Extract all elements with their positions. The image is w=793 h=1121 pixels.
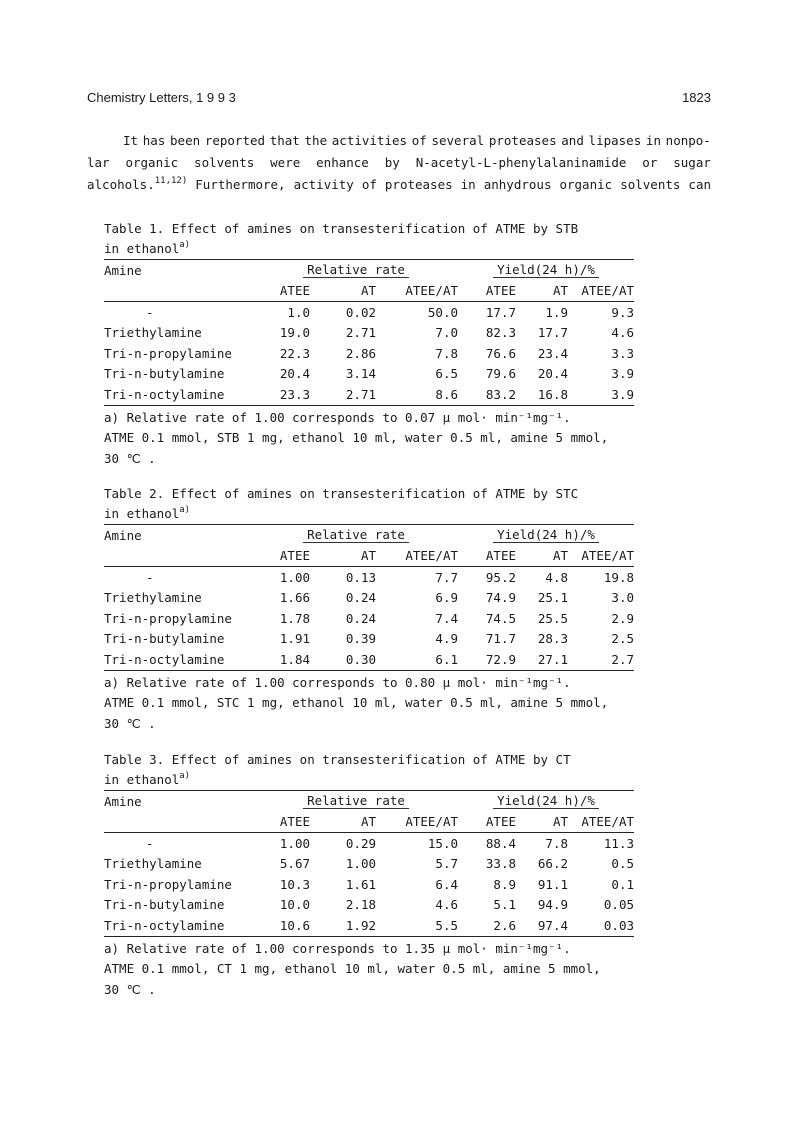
value-cell: 50.0 xyxy=(427,304,458,320)
value-cell: 7.8 xyxy=(545,835,568,851)
value-cell: 1.9 xyxy=(545,304,568,320)
table-subheader-row xyxy=(104,546,634,567)
group-header-label: Yield(24 h)/% xyxy=(493,793,599,809)
column-header: AT xyxy=(310,546,376,567)
amine-cell: Tri-n-octylamine xyxy=(104,915,254,936)
amine-cell: Tri-n-butylamine xyxy=(104,631,225,647)
value-cell: 4.6 xyxy=(435,897,458,913)
value-cell: 10.0 xyxy=(279,897,310,913)
amine-column-header: Amine xyxy=(104,525,254,546)
value-cell: 0.1 xyxy=(611,876,634,892)
word: several xyxy=(431,133,485,148)
value-cell: 2.71 xyxy=(345,325,376,341)
journal-name: Chemistry Letters, 1 9 9 3 xyxy=(87,90,236,105)
caption-text: in ethanol xyxy=(104,506,180,521)
value-cell: 2.86 xyxy=(345,345,376,361)
table-row xyxy=(104,323,634,344)
value-cell: 20.4 xyxy=(537,366,568,382)
word: organic xyxy=(559,177,613,192)
value-cell: 76.6 xyxy=(485,345,516,361)
value-cell: 8.6 xyxy=(376,384,458,405)
citation-word xyxy=(87,174,187,196)
word: has xyxy=(142,133,166,148)
value-cell: 0.5 xyxy=(611,856,634,872)
word: and xyxy=(561,133,584,148)
table-row xyxy=(104,384,634,405)
word: that xyxy=(269,133,300,148)
column-header: ATEE/AT xyxy=(568,281,634,302)
value-cell: 22.3 xyxy=(279,345,310,361)
column-header: ATEE xyxy=(254,546,310,567)
column-header: AT xyxy=(516,281,568,302)
table-row xyxy=(104,915,634,936)
yield-group xyxy=(458,791,634,812)
table-3-footnote: a) Relative rate of 1.00 corresponds to 1.35 μ mol· min⁻¹mg⁻¹. xyxy=(104,940,571,956)
value-cell: 83.2 xyxy=(458,384,516,405)
value-cell: 0.05 xyxy=(603,897,634,913)
paragraph-line xyxy=(87,152,711,174)
table-3-caption: Table 3. Effect of amines on transesterification of ATME by CT xyxy=(104,752,571,767)
table-1-caption: Table 1. Effect of amines on transesterification of ATME by STB xyxy=(104,221,579,236)
value-cell: 10.3 xyxy=(279,876,310,892)
value-cell: 16.8 xyxy=(516,384,568,405)
value-cell: 6.1 xyxy=(376,649,458,670)
page-number: 1823 xyxy=(682,90,711,105)
table-row xyxy=(104,874,634,895)
value-cell: 97.4 xyxy=(516,915,568,936)
relative-rate-group xyxy=(254,525,458,546)
value-cell: 3.0 xyxy=(611,590,634,606)
relative-rate-group xyxy=(254,260,458,281)
value-cell: 0.39 xyxy=(345,631,376,647)
group-header-label: Relative rate xyxy=(303,262,409,278)
value-cell: 1.84 xyxy=(254,649,310,670)
footnote-marker: a) xyxy=(179,240,191,250)
column-header: ATEE xyxy=(458,812,516,833)
value-cell: 74.5 xyxy=(485,610,516,626)
value-cell: 7.8 xyxy=(435,345,458,361)
value-cell: 19.0 xyxy=(279,325,310,341)
amine-cell: Tri-n-propylamine xyxy=(104,876,232,892)
table-row xyxy=(104,302,634,323)
table-2 xyxy=(104,524,634,671)
value-cell: 1.78 xyxy=(279,610,310,626)
column-header: ATEE xyxy=(458,281,516,302)
table-row xyxy=(104,854,634,875)
word: It xyxy=(123,133,139,148)
word: lipases xyxy=(588,133,642,148)
word: the xyxy=(304,133,328,148)
table-row xyxy=(104,895,634,916)
value-cell: 7.0 xyxy=(435,325,458,341)
word: proteases xyxy=(488,133,557,148)
value-cell: 3.3 xyxy=(611,345,634,361)
value-cell: 82.3 xyxy=(485,325,516,341)
value-cell: 17.7 xyxy=(537,325,568,341)
word: can xyxy=(688,177,711,192)
value-cell: 6.4 xyxy=(435,876,458,892)
blank-cell xyxy=(104,546,254,567)
table-1-caption-line2 xyxy=(104,239,634,259)
amine-cell: - xyxy=(146,304,154,320)
amine-cell: Tri-n-propylamine xyxy=(104,345,232,361)
value-cell: 1.00 xyxy=(279,569,310,585)
table-subheader-row xyxy=(104,812,634,833)
value-cell: 33.8 xyxy=(485,856,516,872)
word: were xyxy=(270,155,301,170)
word: or xyxy=(642,155,658,170)
intro-paragraph xyxy=(87,130,711,196)
column-header: ATEE xyxy=(254,812,310,833)
value-cell: 2.7 xyxy=(568,649,634,670)
group-header-label: Yield(24 h)/% xyxy=(493,262,599,278)
table-3 xyxy=(104,790,634,937)
word: solvents xyxy=(620,177,681,192)
word: activity xyxy=(293,177,354,192)
word: enhance xyxy=(316,155,369,170)
word: reported xyxy=(204,133,266,148)
value-cell: 2.5 xyxy=(611,631,634,647)
value-cell: 23.4 xyxy=(537,345,568,361)
column-header: AT xyxy=(516,812,568,833)
value-cell: 74.9 xyxy=(485,590,516,606)
value-cell: 0.29 xyxy=(345,835,376,851)
value-cell: 11.3 xyxy=(603,835,634,851)
table-row xyxy=(104,364,634,385)
value-cell: 66.2 xyxy=(537,856,568,872)
word: been xyxy=(170,133,201,148)
group-header-label: Relative rate xyxy=(303,793,409,809)
table-3-conditions: ATME 0.1 mmol, CT 1 mg, ethanol 10 ml, water 0.5 ml, amine 5 mmol, xyxy=(104,961,601,976)
value-cell: 20.4 xyxy=(279,366,310,382)
value-cell: 5.67 xyxy=(279,856,310,872)
value-cell: 0.02 xyxy=(345,304,376,320)
paragraph-line xyxy=(87,174,711,196)
word: N-acetyl-L-phenylalaninamide xyxy=(415,155,627,170)
value-cell: 2.9 xyxy=(611,610,634,626)
value-cell: 5.7 xyxy=(435,856,458,872)
word: of xyxy=(361,177,377,192)
word: by xyxy=(384,155,400,170)
word: of xyxy=(411,133,427,148)
column-header: ATEE/AT xyxy=(376,546,458,567)
table-3-block xyxy=(104,750,634,1000)
value-cell: 23.3 xyxy=(254,384,310,405)
word: alcohols. xyxy=(87,177,155,192)
value-cell: 5.5 xyxy=(376,915,458,936)
value-cell: 27.1 xyxy=(516,649,568,670)
amine-cell: Tri-n-butylamine xyxy=(104,897,225,913)
value-cell: 10.6 xyxy=(254,915,310,936)
table-row xyxy=(104,588,634,609)
value-cell: 8.9 xyxy=(493,876,516,892)
value-cell: 1.0 xyxy=(287,304,310,320)
value-cell: 4.8 xyxy=(545,569,568,585)
value-cell: 4.6 xyxy=(611,325,634,341)
paragraph-line xyxy=(87,130,711,152)
value-cell: 79.6 xyxy=(485,366,516,382)
value-cell: 9.3 xyxy=(611,304,634,320)
word: organic xyxy=(125,155,179,170)
word: sugar xyxy=(673,155,711,170)
value-cell: 71.7 xyxy=(485,631,516,647)
value-cell: 3.9 xyxy=(568,384,634,405)
value-cell: 94.9 xyxy=(537,897,568,913)
value-cell: 0.30 xyxy=(310,649,376,670)
value-cell: 1.61 xyxy=(345,876,376,892)
value-cell: 3.9 xyxy=(611,366,634,382)
value-cell: 4.9 xyxy=(435,631,458,647)
value-cell: 0.13 xyxy=(345,569,376,585)
value-cell: 0.03 xyxy=(568,915,634,936)
table-1-footnote: a) Relative rate of 1.00 corresponds to 0.07 μ mol· min⁻¹mg⁻¹. xyxy=(104,409,571,425)
reference-superscript: 11,12) xyxy=(154,176,188,186)
word: lar xyxy=(87,155,110,170)
value-cell: 2.6 xyxy=(458,915,516,936)
value-cell: 15.0 xyxy=(427,835,458,851)
value-cell: 1.00 xyxy=(345,856,376,872)
table-2-caption: Table 2. Effect of amines on transesterification of ATME by STC xyxy=(104,486,579,501)
column-header: ATEE/AT xyxy=(376,281,458,302)
value-cell: 1.66 xyxy=(279,590,310,606)
yield-group xyxy=(458,525,634,546)
column-header: ATEE/AT xyxy=(376,812,458,833)
word: proteases xyxy=(384,177,453,192)
value-cell: 3.14 xyxy=(345,366,376,382)
value-cell: 7.7 xyxy=(435,569,458,585)
group-header-label: Relative rate xyxy=(303,527,409,543)
amine-cell: Triethylamine xyxy=(104,856,202,872)
running-head xyxy=(87,90,711,108)
table-2-block xyxy=(104,484,634,734)
amine-cell: Triethylamine xyxy=(104,590,202,606)
blank-cell xyxy=(104,281,254,302)
amine-cell: - xyxy=(146,835,154,851)
amine-cell: - xyxy=(146,569,154,585)
word: activities xyxy=(331,133,408,148)
table-3-temperature: 30 ℃ . xyxy=(104,981,156,997)
relative-rate-group xyxy=(254,791,458,812)
amine-column-header: Amine xyxy=(104,791,254,812)
table-3-caption-line2 xyxy=(104,770,634,790)
yield-group xyxy=(458,260,634,281)
value-cell: 6.5 xyxy=(435,366,458,382)
table-row xyxy=(104,629,634,650)
value-cell: 17.7 xyxy=(485,304,516,320)
table-row xyxy=(104,833,634,854)
table-header-row xyxy=(104,260,634,281)
caption-text: in ethanol xyxy=(104,772,180,787)
value-cell: 2.71 xyxy=(310,384,376,405)
value-cell: 2.18 xyxy=(345,897,376,913)
word: anhydrous xyxy=(483,177,552,192)
table-row xyxy=(104,567,634,588)
value-cell: 91.1 xyxy=(537,876,568,892)
column-header: AT xyxy=(310,812,376,833)
column-header: AT xyxy=(516,546,568,567)
column-header: ATEE xyxy=(458,546,516,567)
value-cell: 1.00 xyxy=(279,835,310,851)
table-2-temperature: 30 ℃ . xyxy=(104,715,156,731)
table-1 xyxy=(104,259,634,406)
column-header: AT xyxy=(310,281,376,302)
word: nonpo- xyxy=(665,133,711,148)
value-cell: 7.4 xyxy=(435,610,458,626)
value-cell: 19.8 xyxy=(603,569,634,585)
table-header-row xyxy=(104,791,634,812)
footnote-marker: a) xyxy=(179,771,191,781)
column-header: ATEE/AT xyxy=(568,812,634,833)
column-header: ATEE/AT xyxy=(568,546,634,567)
amine-cell: Tri-n-octylamine xyxy=(104,649,254,670)
column-header: ATEE xyxy=(254,281,310,302)
word: in xyxy=(460,177,476,192)
value-cell: 5.1 xyxy=(493,897,516,913)
table-row xyxy=(104,343,634,364)
table-2-caption-line2 xyxy=(104,504,634,524)
amine-cell: Tri-n-propylamine xyxy=(104,610,232,626)
value-cell: 6.9 xyxy=(435,590,458,606)
value-cell: 0.24 xyxy=(345,610,376,626)
table-1-temperature: 30 ℃ . xyxy=(104,450,156,466)
table-row xyxy=(104,608,634,629)
word: Furthermore, xyxy=(195,177,286,192)
amine-cell: Tri-n-octylamine xyxy=(104,384,254,405)
caption-text: in ethanol xyxy=(104,241,180,256)
table-row xyxy=(104,649,634,670)
value-cell: 88.4 xyxy=(485,835,516,851)
word: in xyxy=(645,133,661,148)
table-header-row xyxy=(104,525,634,546)
amine-cell: Tri-n-butylamine xyxy=(104,366,225,382)
group-header-label: Yield(24 h)/% xyxy=(493,527,599,543)
blank-cell xyxy=(104,812,254,833)
word: solvents xyxy=(194,155,255,170)
table-2-footnote: a) Relative rate of 1.00 corresponds to 0.80 μ mol· min⁻¹mg⁻¹. xyxy=(104,674,571,690)
value-cell: 95.2 xyxy=(485,569,516,585)
table-2-conditions: ATME 0.1 mmol, STC 1 mg, ethanol 10 ml, water 0.5 ml, amine 5 mmol, xyxy=(104,695,609,710)
table-1-conditions: ATME 0.1 mmol, STB 1 mg, ethanol 10 ml, water 0.5 ml, amine 5 mmol, xyxy=(104,430,609,445)
footnote-marker: a) xyxy=(179,505,191,515)
value-cell: 0.24 xyxy=(345,590,376,606)
value-cell: 25.5 xyxy=(537,610,568,626)
value-cell: 28.3 xyxy=(537,631,568,647)
table-subheader-row xyxy=(104,281,634,302)
table-1-block xyxy=(104,219,634,469)
amine-column-header: Amine xyxy=(104,260,254,281)
value-cell: 72.9 xyxy=(458,649,516,670)
value-cell: 1.91 xyxy=(279,631,310,647)
value-cell: 25.1 xyxy=(537,590,568,606)
value-cell: 1.92 xyxy=(310,915,376,936)
amine-cell: Triethylamine xyxy=(104,325,202,341)
